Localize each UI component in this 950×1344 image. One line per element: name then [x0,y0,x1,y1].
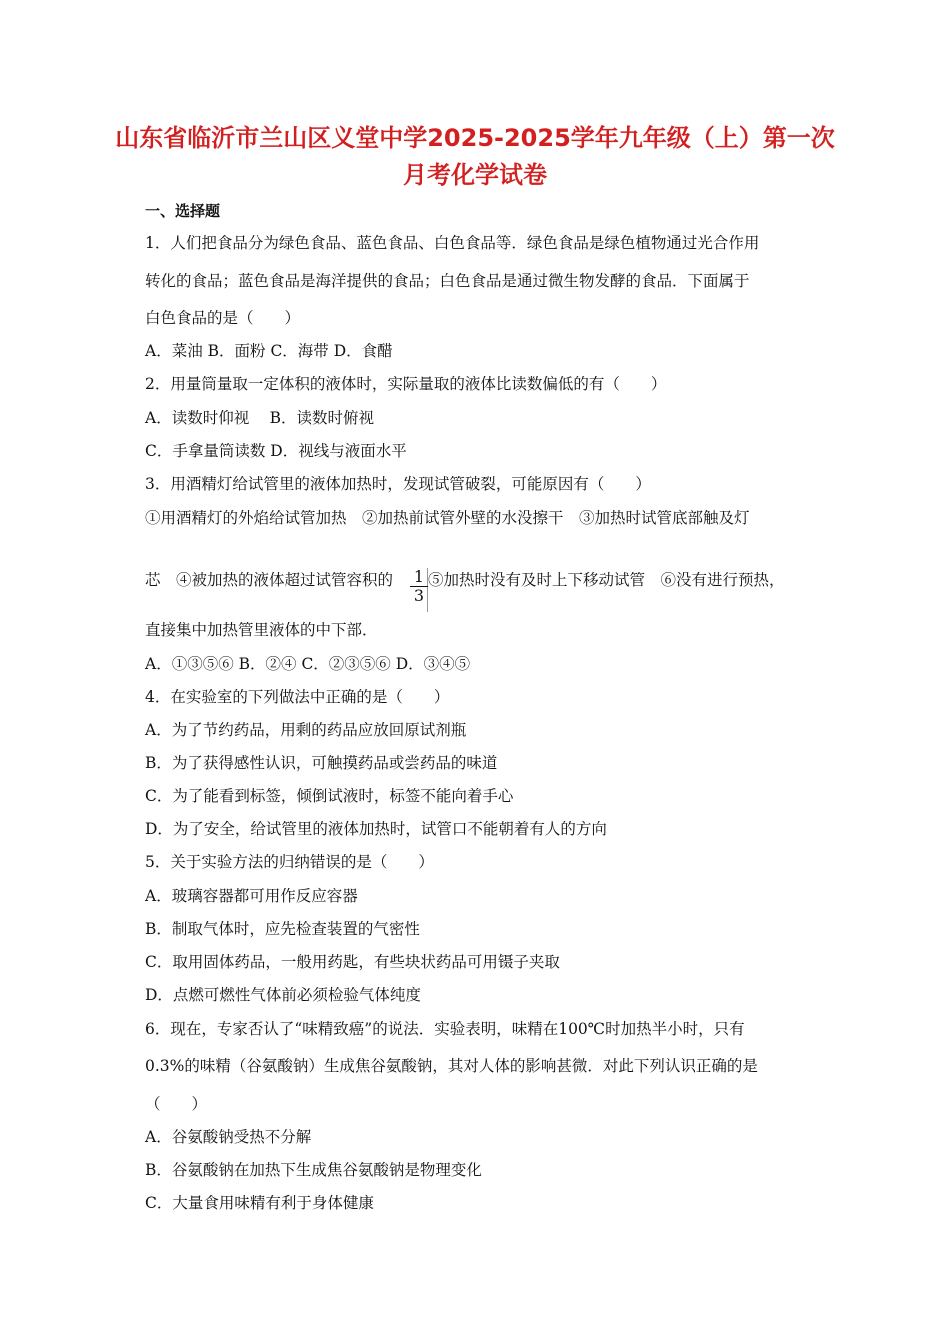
title-line-1: 山东省临沂市兰山区义堂中学2025-2025学年九年级（上）第一次 [115,124,835,152]
fraction-one-third [410,568,428,605]
question-5-option-d: D．点燃可燃性气体前必须检验气体纯度 [145,986,421,1004]
question-5-option-b: B．制取气体时，应先检查装置的气密性 [145,920,420,938]
question-4-option-c: C．为了能看到标签，倾倒试液时，标签不能向着手心 [145,787,514,805]
question-4: 4．在实验室的下列做法中正确的是（ ） [145,688,450,706]
question-6-option-c: C．大量食用味精有利于身体健康 [145,1194,374,1212]
question-5-option-a: A．玻璃容器都可用作反应容器 [145,887,358,905]
question-5-option-c: C．取用固体药品，一般用药匙，有些块状药品可用镊子夹取 [145,953,560,971]
question-2: 2．用量筒量取一定体积的液体时，实际量取的液体比读数偏低的有（ ） [145,375,667,393]
question-1-line-2: 转化的食品；蓝色食品是海洋提供的食品；白色食品是通过微生物发酵的食品．下面属于 [145,272,750,290]
title-line-2: 月考化学试卷 [403,161,547,189]
question-4-option-d: D．为了安全，给试管里的液体加热时，试管口不能朝着有人的方向 [145,820,607,838]
question-3-line-2: ①用酒精灯的外焰给试管加热 ②加热前试管外壁的水没擦干 ③加热时试管底部触及灯 [145,509,750,527]
question-1-options: A．菜油 B．面粉 C．海带 D．食醋 [145,342,393,360]
question-2-options-ab: A．读数时仰视 B．读数时俯视 [145,409,375,427]
question-3-line-3b: ⑤加热时没有及时上下移动试管 ⑥没有进行预热， [428,571,785,589]
question-6-line-3: （ ） [145,1095,208,1113]
question-4-option-a: A．为了节约药品，用剩的药品应放回原试剂瓶 [145,721,467,739]
question-6-line-2: 0.3%的味精（谷氨酸钠）生成焦谷氨酸钠，其对人体的影响甚微．对此下列认识正确的是 [145,1057,758,1075]
question-6-option-a: A．谷氨酸钠受热不分解 [145,1128,312,1146]
question-4-option-b: B．为了获得感性认识，可触摸药品或尝药品的味道 [145,754,498,772]
question-3-line-3a: 芯 ④被加热的液体超过试管容积的 [145,571,394,589]
question-3: 3．用酒精灯给试管里的液体加热时，发现试管破裂，可能原因有（ ） [145,475,651,493]
question-3-options: A．①③⑤⑥ B．②④ C．②③⑤⑥ D．③④⑤ [145,655,471,673]
fraction-numerator: 1 [410,568,428,587]
question-2-options-cd: C．手拿量筒读数 D．视线与液面水平 [145,442,407,460]
section-heading: 一、选择题 [145,202,221,220]
question-1-line-3: 白色食品的是（ ） [145,309,301,327]
question-6-option-b: B．谷氨酸钠在加热下生成焦谷氨酸钠是物理变化 [145,1161,482,1179]
question-1-line-1: 1．人们把食品分为绿色食品、蓝色食品、白色食品等．绿色食品是绿色植物通过光合作用 [145,234,760,252]
question-6-line-1: 6．现在，专家否认了“味精致癌”的说法．实验表明，味精在100℃时加热半小时，只有 [145,1020,745,1038]
question-3-line-4: 直接集中加热管里液体的中下部． [145,621,378,639]
fraction-denominator: 3 [413,586,425,605]
question-5: 5．关于实验方法的归纳错误的是（ ） [145,853,434,871]
